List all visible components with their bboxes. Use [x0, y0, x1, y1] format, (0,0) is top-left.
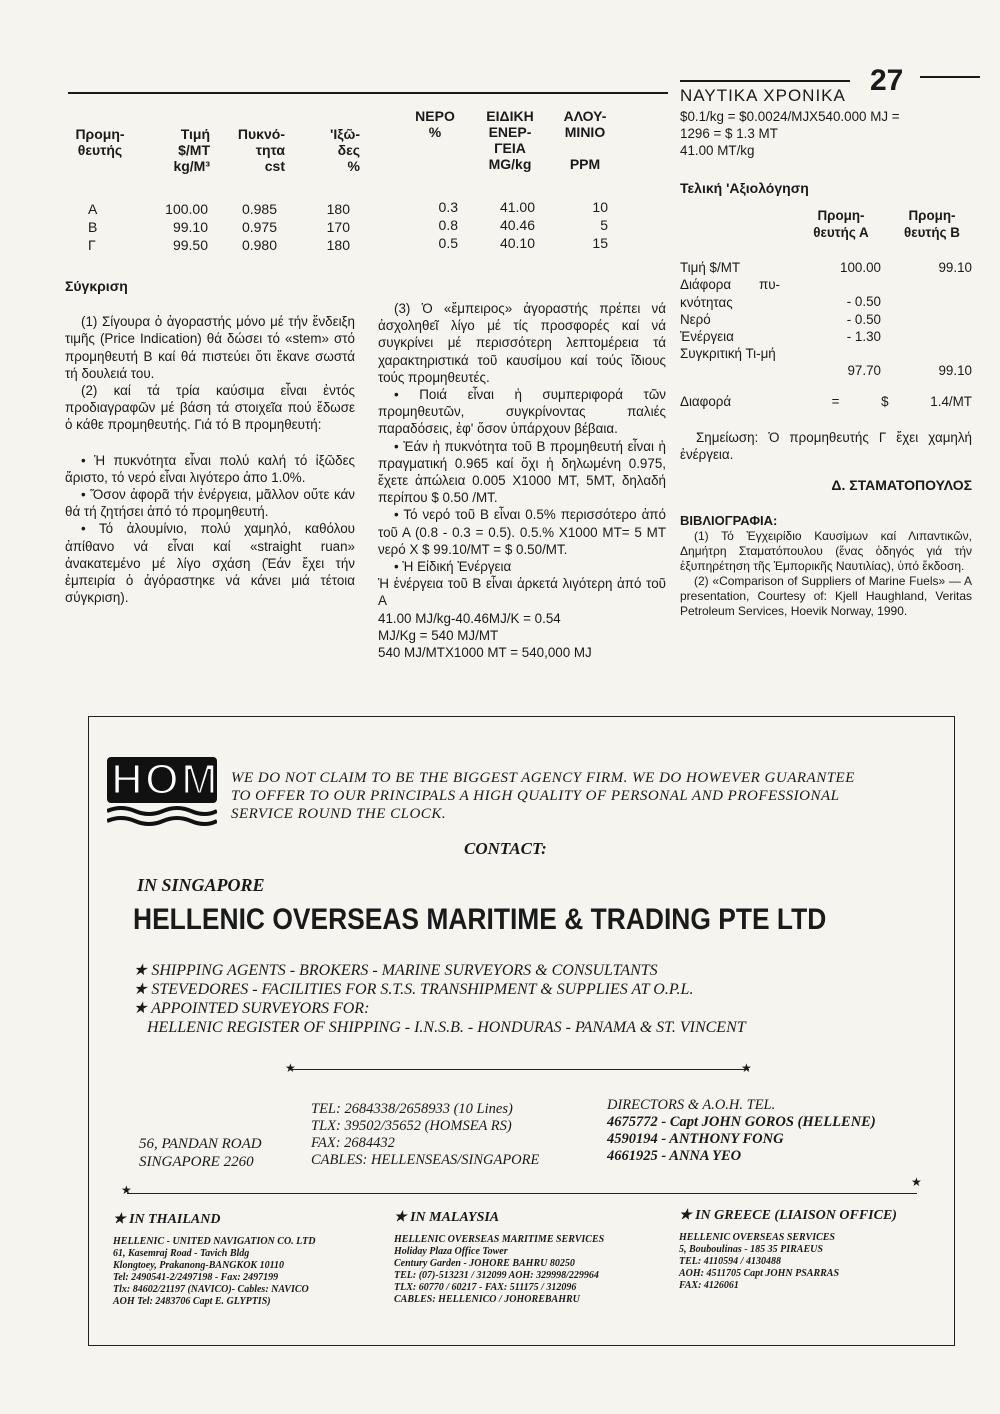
- t1-r3-c1: Γ: [88, 237, 96, 253]
- col3-line-3: 41.00 MT/kg: [680, 143, 755, 159]
- director-3: 4661925 - ANNA YEO: [607, 1148, 742, 1164]
- thailand-line-4: Tel: 2490541-2/2497198 - Fax: 2497199: [113, 1272, 279, 1283]
- t1-r2-c4: 170: [326, 219, 350, 235]
- singapore-address: [139, 1135, 262, 1171]
- greece-title: ★ IN GREECE (LIAISON OFFICE): [679, 1208, 897, 1223]
- directors: [607, 1097, 876, 1165]
- column-2: [378, 300, 666, 661]
- waves-icon: [107, 805, 217, 829]
- contact-heading: CONTACT:: [464, 839, 547, 858]
- malaysia-title: ★ IN MALAYSIA: [394, 1210, 500, 1225]
- star-divider-1: [289, 1069, 749, 1070]
- greece-line-4: AOH: 4511705 Capt JOHN PSARRAS: [679, 1268, 840, 1279]
- greece-office: [679, 1207, 949, 1292]
- service-1: ★ SHIPPING AGENTS - BROKERS - MARINE SURVEYORS & CONSULTANTS: [133, 962, 658, 979]
- t1-header-supplier: Προμη- θευτής: [75, 126, 125, 158]
- col3-note: Σημείωση: Ὁ προμηθευτής Γ ἔχει χαμηλή ἐνέργεια.: [680, 429, 972, 462]
- t2-r1-c2: 41.00: [499, 199, 535, 215]
- thailand-office: [113, 1211, 388, 1308]
- malaysia-line-5: TLX: 60770 / 60217 - FAX: 511175 / 312096: [394, 1282, 577, 1293]
- t1-r1-c2: 100.00: [165, 201, 208, 217]
- bib-2: (2) «Comparison of Suppliers of Marine Fuels» — A presentation, Courtesy of: Kjell Haughland, Veritas Petroleum Services, Hoevik Norway, 1990.: [680, 574, 972, 619]
- t2-r3-c1: 0.5: [438, 235, 458, 251]
- col1-heading: Σύγκριση: [65, 278, 128, 294]
- header-rule-left: [68, 92, 668, 94]
- star-divider-2: [127, 1193, 917, 1194]
- t2-r2-c3: 5: [600, 217, 608, 233]
- t1-r3-c2: 99.50: [172, 237, 208, 253]
- eval-row-water: Νερό - 0.50: [680, 311, 881, 327]
- service-4: HELLENIC REGISTER OF SHIPPING - I.N.S.B. - HONDURAS - PANAMA & ST. VINCENT: [147, 1019, 746, 1036]
- t1-r1-c3: 0.985: [241, 201, 277, 217]
- malaysia-line-3: Century Garden - JOHORE BAHRU 80250: [394, 1258, 575, 1269]
- malaysia-office: [394, 1209, 669, 1306]
- thailand-line-1: HELLENIC - UNITED NAVIGATION CO. LTD: [113, 1236, 316, 1247]
- t2-r1-c1: 0.3: [438, 199, 458, 215]
- thailand-line-5: Tlx: 84602/21197 (NAVICO)- Cables: NAVICO: [113, 1284, 309, 1295]
- eval-row-energy: Ἐνέργεια - 1.30: [680, 329, 881, 345]
- in-singapore: IN SINGAPORE: [137, 875, 265, 895]
- col2-bullet-4: • Ἡ Εἰδική Ἐνέργεια: [394, 559, 512, 575]
- t2-r3-c2: 40.10: [499, 235, 535, 251]
- star-icon: ★: [121, 1183, 132, 1197]
- t1-r2-c3: 0.975: [241, 219, 277, 235]
- thailand-line-2: 61, Kasemraj Road - Tavich Bldg: [113, 1248, 250, 1259]
- t1-unit-price: kg/M³: [173, 158, 210, 174]
- address-line-2: SINGAPORE 2260: [139, 1154, 254, 1170]
- greece-line-3: TEL: 4110594 / 4130488: [679, 1256, 781, 1267]
- eval-col-b: Προμη-θευτής Β: [904, 207, 960, 241]
- t1-r3-c3: 0.980: [241, 237, 277, 253]
- malaysia-line-6: CABLES: HELLENICO / JOHOREBAHRU: [394, 1294, 580, 1305]
- t2-r1-c3: 10: [592, 199, 608, 215]
- col2-line-4: 540 MJ/MTX1000 MT = 540,000 MJ: [378, 645, 592, 661]
- page-number: 27: [870, 64, 904, 97]
- t2-header-energy: ΕΙΔΙΚΗ ΕΝΕΡ- ΓΕΙΑ MG/kg: [486, 108, 534, 172]
- t2-r2-c2: 40.46: [499, 217, 535, 233]
- hom-logo: [107, 755, 220, 829]
- col1-bullet-3: • Τό ἀλουμίνιο, πολύ χαμηλό, καθόλου ἀπίθανο νά εἶναι καί «straight ruan» ἀνακατεμένο μέ λίγο σχάση (Ἐάν ἔχει τήν ἐμπειρία ὁ ἀγόραστηκε νά κάνει μιά τέτοια σύγκριση).: [65, 521, 355, 606]
- services-list: [133, 961, 746, 1037]
- t2-header-water: ΝΕΡΟ %: [415, 108, 455, 140]
- greece-line-5: FAX: 4126061: [679, 1280, 739, 1291]
- col1-paragraph-2: (2) καί τά τρία καύσιμα εἶναι ἐντός προδιαγραφῶν μέ βάση τά στοιχεῖα πού ἔδωσε ὁ κάθε προμηθευτής. Γιά τό Β προμηθευτή:: [65, 383, 355, 433]
- star-icon: ★: [285, 1061, 296, 1075]
- t2-header-aluminium: ΑΛΟΥ- ΜΙΝΙΟ PPM: [563, 108, 607, 172]
- tagline-line-1: WE DO NOT CLAIM TO BE THE BIGGEST AGENCY FIRM. WE DO HOWEVER GUARANTEE: [231, 770, 855, 786]
- bib-heading: ΒΙΒΛΙΟΓΡΑΦΙΑ:: [680, 513, 778, 529]
- col3-heading: Τελική 'Αξιολόγηση: [680, 179, 809, 196]
- col3-line-2: 1296 = $ 1.3 MT: [680, 126, 778, 142]
- star-icon: ★: [741, 1061, 752, 1075]
- bib-1: (1) Τό Ἐγχειρίδιο Καυσίμων καί Λιπαντικῶν, Δημήτρη Σταματόπουλου (ἕνας ὁδηγός γιά τήν ἐξυπηρέτηση τῆς Ἐμπορικῆς Ναυτιλίας), ὑπό ἔκδοση.: [680, 529, 972, 574]
- t1-r3-c4: 180: [326, 237, 350, 253]
- service-3: ★ APPOINTED SURVEYORS FOR:: [133, 1000, 370, 1017]
- tel-line: TEL: 2684338/2658933 (10 Lines): [311, 1101, 513, 1117]
- col1-paragraph-1: (1) Σίγουρα ὁ ἀγοραστής μόνο μέ τήν ἔνδειξη τιμῆς (Price Indication) θά δώσει τό «stem» στό προμηθευτή Β καί θά πιστεύει ὅτι ἔκανε σωστά τή δουλειά του.: [65, 314, 355, 381]
- tagline-line-3: SERVICE ROUND THE CLOCK.: [231, 806, 447, 822]
- column-3: [680, 108, 972, 619]
- singapore-contacts: [311, 1101, 539, 1169]
- director-2: 4590194 - ANTHONY FONG: [607, 1131, 784, 1147]
- col2-line-2: 41.00 MJ/kg-40.46MJ/K = 0.54: [378, 610, 561, 626]
- star-icon: ★: [911, 1175, 922, 1189]
- eval-row-price: Τιμή $/MT 100.00 99.10: [680, 260, 972, 276]
- malaysia-line-4: TEL: (07)-513231 / 312099 AOH: 329998/229964: [394, 1270, 599, 1281]
- eval-table: [680, 259, 972, 379]
- tlx-line: TLX: 39502/35652 (HOMSEA RS): [311, 1118, 512, 1134]
- malaysia-line-1: HELLENIC OVERSEAS MARITIME SERVICES: [394, 1234, 605, 1245]
- t1-header-viscosity: 'Ιξῶ- δες %: [330, 126, 360, 174]
- t2-r2-c1: 0.8: [438, 217, 458, 233]
- greece-line-2: 5, Bouboulinas - 185 35 PIRAEUS: [679, 1244, 823, 1255]
- col3-line-1: $0.1/kg = $0.0024/MJX540.000 MJ =: [680, 109, 900, 124]
- cables-line: CABLES: HELLENSEAS/SINGAPORE: [311, 1152, 540, 1168]
- t1-unit-visc: %: [347, 158, 360, 174]
- col2-paragraph-3: (3) Ὁ «ἔμπειρος» ἀγοραστής πρέπει νά ἀσχοληθεῖ λίγο μέ τίς προσφορές καί νά συγκρίνει μέ περισσότερη λεπτομέρεια τά χαρακτηριστικά τοῦ καυσίμου καί τούς ἴδιους τούς προμηθευτές.: [378, 301, 666, 385]
- col1-bullet-2: • Ὅσον ἀφορᾶ τήν ἐνέργεια, μᾶλλον οὔτε κάν θά τή ζητήσει ἀπό τό προμηθευτή.: [65, 487, 355, 520]
- eval-row-density: Διάφορα πυ-κνότητας - 0.50: [680, 277, 881, 310]
- header-rule-right: [680, 80, 850, 82]
- col2-line-3: MJ/Kg = 540 MJ/MT: [378, 627, 499, 643]
- journal-title: ΝΑΥΤΙΚΑ ΧΡΟΝΙΚΑ: [680, 86, 846, 105]
- col2-bullet-1: • Ποιά εἶναι ἡ συμπεριφορά τῶν προμηθευτῶν, συγκρίνοντας παλιές παραδόσεις, ἐφ' ὅσον ὑπάρχουν βέβαια.: [378, 387, 666, 437]
- thailand-line-6: AOH Tel: 2483706 Capt E. GLYPTIS): [113, 1296, 271, 1307]
- directors-heading: DIRECTORS & A.O.H. TEL.: [607, 1097, 776, 1113]
- col1-bullet-1: • Ἡ πυκνότητα εἶναι πολύ καλή τό ἰξῶδες ἄριστο, τό νερό εἶναι λιγότερο ἀπο 1.0%.: [65, 452, 355, 485]
- thailand-line-3: Klongtoey, Prakanong-BANGKOK 10110: [113, 1260, 285, 1271]
- t1-header-density: Πυκνό- τητα cst: [237, 126, 285, 174]
- eval-row-compare: Συγκριτική Τι-μή 97.70 99.10: [680, 346, 972, 379]
- t1-unit-density: cst: [264, 158, 285, 174]
- column-1: [65, 278, 355, 606]
- t1-r1-c1: Α: [88, 201, 98, 217]
- author: Δ. ΣΤΑΜΑΤΟΠΟΥΛΟΣ: [831, 477, 972, 494]
- fax-line: FAX: 2684432: [311, 1135, 395, 1151]
- t1-r2-c1: Β: [88, 219, 98, 235]
- eval-header-row: [680, 207, 972, 241]
- director-1: 4675772 - Capt JOHN GOROS (HELLENE): [607, 1114, 876, 1130]
- malaysia-line-2: Holiday Plaza Office Tower: [394, 1246, 508, 1257]
- t1-header-price: Τιμή $/MT kg/M³: [173, 126, 210, 174]
- eval-col-a: Προμη-θευτής Α: [813, 207, 869, 241]
- address-line-1: 56, PANDAN ROAD: [139, 1136, 262, 1152]
- company-name: HELLENIC OVERSEAS MARITIME & TRADING PTE LTD: [133, 903, 827, 936]
- header-rule-far: [920, 76, 980, 78]
- col2-bullet-3: • Τό νερό τοῦ Β εἶναι 0.5% περισσότερο ἀπό τοῦ Α (0.8 - 0.3 = 0.5). 0.5.% X1000 MT= 5 MT νερό X $ 99.10/MT = $ 0.50/MT.: [378, 507, 666, 557]
- advertisement-box: [88, 716, 955, 1346]
- eval-diff-row: Διαφορά = $ 1.4/MT: [680, 394, 972, 410]
- hom-logo-text: HOM: [107, 757, 217, 803]
- col2-bullet-2: • Ἐάν ἡ πυκνότητα τοῦ Β προμηθευτή εἶναι ἡ πραγματική 0.965 καί ὄχι ἡ δηλωμένη 0.975, ἔχετε ἀπώλεια 0.005 X1000 MT, 5MT, δηλαδή περίπου $ 0.50 /MT.: [378, 438, 666, 506]
- service-2: ★ STEVEDORES - FACILITIES FOR S.T.S. TRANSHIPMENT & SUPPLIES AT O.P.L.: [133, 981, 694, 998]
- tagline-line-2: TO OFFER TO OUR PRINCIPALS A HIGH QUALITY OF PERSONAL AND PROFESSIONAL: [231, 788, 840, 804]
- t2-r3-c3: 15: [592, 235, 608, 251]
- thailand-title: ★ IN THAILAND: [113, 1212, 221, 1227]
- t1-r2-c2: 99.10: [172, 219, 208, 235]
- t1-r1-c4: 180: [326, 201, 350, 217]
- greece-line-1: HELLENIC OVERSEAS SERVICES: [679, 1232, 835, 1243]
- tagline: [231, 769, 936, 823]
- col2-line-1: Ἡ ἐνέργεια τοῦ Β εἶναι ἀρκετά λιγότερη ἀπό τοῦ Α: [378, 576, 666, 609]
